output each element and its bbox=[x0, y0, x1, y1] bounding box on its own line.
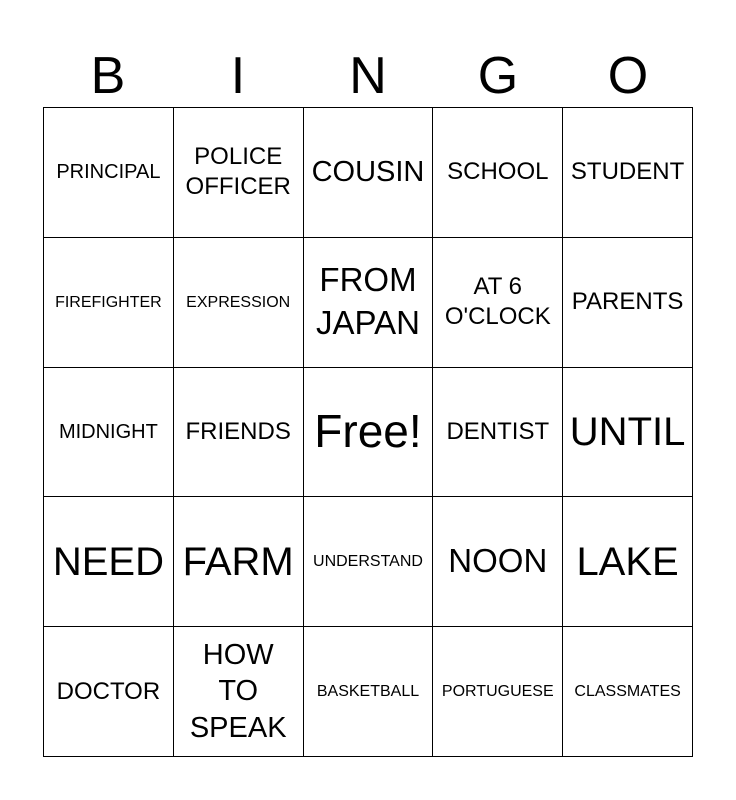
bingo-cell bbox=[174, 238, 304, 368]
header-letter-n: N bbox=[349, 47, 387, 105]
bingo-cell bbox=[44, 368, 174, 498]
bingo-header bbox=[43, 45, 693, 107]
header-letter-i: I bbox=[230, 47, 246, 105]
header-letter-o: O bbox=[607, 47, 649, 105]
bingo-cell bbox=[44, 627, 174, 757]
bingo-cell bbox=[563, 238, 693, 368]
cell-text: STUDENT bbox=[570, 158, 685, 186]
bingo-cell bbox=[44, 238, 174, 368]
bingo-cell bbox=[563, 627, 693, 757]
cell-text: NOON bbox=[448, 542, 548, 580]
cell-text: DOCTOR bbox=[56, 677, 161, 705]
cell-text: MIDNIGHT bbox=[58, 420, 158, 443]
cell-text: UNTIL bbox=[569, 409, 686, 454]
cell-text: LAKE bbox=[576, 539, 679, 584]
bingo-cell bbox=[433, 497, 563, 627]
header-letter-g: G bbox=[477, 47, 519, 105]
bingo-cell bbox=[304, 497, 434, 627]
bingo-cell bbox=[433, 368, 563, 498]
cell-text: PRINCIPAL bbox=[56, 161, 161, 184]
bingo-cell bbox=[174, 108, 304, 238]
bingo-cell bbox=[304, 238, 434, 368]
cell-text: COUSIN bbox=[311, 156, 425, 189]
cell-text: UNDERSTAND bbox=[313, 553, 423, 571]
bingo-cell bbox=[174, 627, 304, 757]
cell-text: POLICE OFFICER bbox=[185, 143, 291, 201]
cell-text: SCHOOL bbox=[447, 158, 549, 186]
bingo-cell bbox=[563, 108, 693, 238]
cell-text: NEED bbox=[52, 539, 164, 584]
cell-text: PARENTS bbox=[571, 288, 684, 316]
bingo-cell bbox=[44, 497, 174, 627]
free-space-cell bbox=[304, 368, 434, 498]
bingo-cell bbox=[433, 108, 563, 238]
bingo-cell bbox=[433, 627, 563, 757]
bingo-card-grid bbox=[43, 107, 693, 757]
cell-text: DENTIST bbox=[446, 417, 550, 445]
cell-text: FRIENDS bbox=[185, 417, 291, 445]
bingo-cell bbox=[44, 108, 174, 238]
cell-text: HOW TO SPEAK bbox=[189, 639, 287, 744]
bingo-cell bbox=[304, 108, 434, 238]
cell-text: BASKETBALL bbox=[316, 683, 420, 700]
free-space-text: Free! bbox=[314, 405, 422, 458]
cell-text: AT 6 O'CLOCK bbox=[444, 273, 551, 331]
cell-text: EXPRESSION bbox=[186, 293, 291, 311]
bingo-cell bbox=[304, 627, 434, 757]
bingo-cell bbox=[174, 497, 304, 627]
cell-text: FIREFIGHTER bbox=[55, 293, 162, 311]
cell-text: CLASSMATES bbox=[574, 683, 681, 700]
bingo-cell bbox=[174, 368, 304, 498]
header-letter-b: B bbox=[90, 47, 126, 105]
bingo-cell bbox=[563, 368, 693, 498]
bingo-cell bbox=[433, 238, 563, 368]
cell-text: FARM bbox=[182, 539, 294, 584]
cell-text: PORTUGUESE bbox=[441, 683, 554, 700]
bingo-cell bbox=[563, 497, 693, 627]
cell-text: FROM JAPAN bbox=[316, 261, 420, 342]
